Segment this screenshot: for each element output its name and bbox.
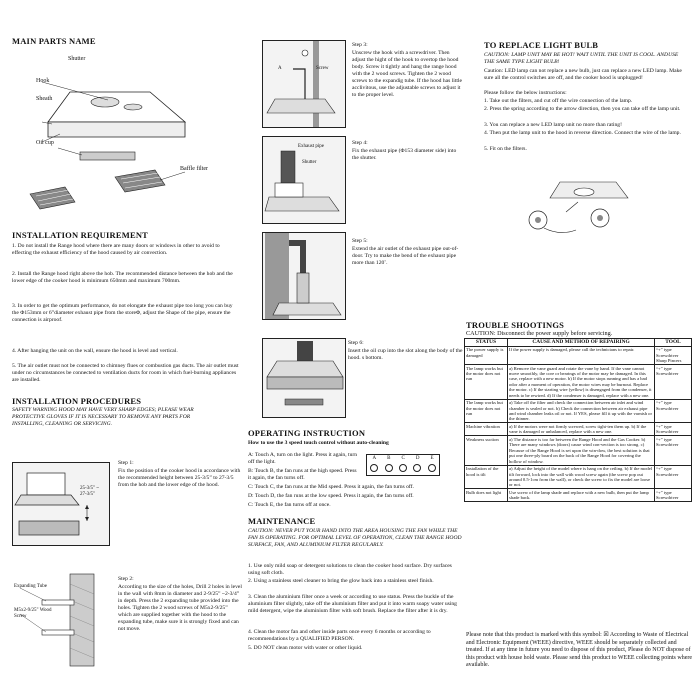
req-1: 1. Do not install the Range hood where there are many doors or windows in other to avoid to effecting the exhaust efficiency of the hood caused by air convection. <box>12 243 220 256</box>
table-row <box>465 365 692 400</box>
control-panel <box>366 454 440 476</box>
req-2: 2. Install the Range hood right above the hob. The recommended distance between the hob and the lower edge of the cooker hood is minimum 650mm and maximum 700mm. <box>12 271 233 284</box>
req-4: 4. After hanging the unit on the wall, ensure the hood is level and vertical. <box>12 348 178 354</box>
maint-5: 5. DO NOT clean motor with water or other liquid. <box>248 645 363 651</box>
maint-4: 4. Clean the motor fan and other inside parts once every 6 months or according to recommendations by a QUALIFIED PERSON. <box>248 629 431 642</box>
row-status: Installation of the hood is tilt <box>465 465 508 489</box>
row-tool: “+” type Screwdriver <box>655 423 692 436</box>
step4-text: Fix the exhaust pipe (Φ153 diameter side) into the shutter. <box>352 148 457 161</box>
step1-text: Fix the position of the cooker hood in accordance with the recommended height between 25-3/5” to 27-3/5 from the hob and the lower edge of the hood. <box>118 468 241 488</box>
step4-title: Step 4: <box>352 140 368 146</box>
step6-text: Insert the oil cup into the slot along the body of the hood. s bottom. <box>348 348 463 361</box>
row-status: The power supply is damaged <box>465 346 508 364</box>
row-status: Weakness suction <box>465 436 508 465</box>
row-status: The lamp works but the motor does not run <box>465 365 508 400</box>
touch-button-b[interactable] <box>385 464 393 472</box>
btn-label-d: D <box>415 456 420 461</box>
a-label: A <box>278 66 282 71</box>
row-tool: “+” type Screwdriver <box>655 436 692 465</box>
step3-title: Step 3: <box>352 42 368 48</box>
bulb-step-5: 5. Fit on the filters. <box>484 146 527 152</box>
bulb-diagram <box>520 172 636 244</box>
table-row <box>465 423 692 436</box>
step6-diagram <box>262 338 346 418</box>
touch-button-c[interactable] <box>399 464 407 472</box>
table-row <box>465 489 692 502</box>
label-oil-cup: Oil cup <box>36 140 54 146</box>
safety-warning: SAFETY WARNING HOOD MAY HAVE VERY SHARP EDGES; PLEASE WEAR PROTECTIVE GLOVES IF IT IS NECESSARY TO REMOVE ANY PARTS FOR INSTALLING, CLEANING OR SERVICING. <box>12 407 194 427</box>
op-d: D: Touch D, the fan runs at the low speed. Press it again, the fan turns off. <box>248 493 414 499</box>
step1-diagram <box>12 462 110 546</box>
exhaust-pipe-label: Exhaust pipe <box>298 144 324 149</box>
btn-label-e: E <box>430 456 434 461</box>
label-baffle-filter: Baffle filter <box>180 166 209 172</box>
step5-diagram <box>262 232 346 320</box>
step5-title: Step 5: <box>352 238 368 244</box>
touch-button-a[interactable] <box>370 464 378 472</box>
row-tool: “+” type Screwdriver <box>655 399 692 423</box>
op-e: C: Touch E, the fan turns off at once. <box>248 502 331 508</box>
btn-label-c: C <box>401 456 405 461</box>
wood-screw-label: M5x2-9/25" Wood Screw <box>14 608 52 620</box>
weee-notice: Please note that this product is marked with this symbol: ☒ According to Waste of Electrical and Electronic Equipment (WEEE) directive, WEEE should be separately collected and treated. If at any time in future you need to dispose of this product, Please do NOT dispose of this product with house hold waste. Please send this product to WEEE collecting points where available. <box>466 632 693 669</box>
row-tool: “+” type Screwdriver Sharp Pincers <box>655 346 692 364</box>
step2-title: Step 2: <box>118 576 134 582</box>
row-cause: a) Remove the vane guard and rotate the vane by hand. If the vane cannot move smoothly, the core or bearings of the motor may be damaged. In this case, replace with a new motor. b) If the motor stops running and has a bad odor after a moment of operation, the motor wires may be burnout. Replace the motor. c) If the starting wire (yellow) is disengaged from the condenser, it needs to be rewired. d) If the condenser is damaged, replace with a new one. <box>508 365 655 400</box>
touch-button-d[interactable] <box>413 464 421 472</box>
maint-3: 3. Clean the aluminium filter once a week or according to use status. Press the buckle of the aluminium filter slightly, take off the aluminium filter and put it into warm soapy water using mild detergent, wipe the aluminium filter with soft brush. Replace the filter after it is dry. <box>248 594 457 614</box>
bulb-text: Caution: LED lamp can not replace a new bulb, just can replace a new LED lamp. Make sure all the control switches are off, and the cooker hood is unplugged! <box>484 68 682 81</box>
row-cause: a) Take off the filter and check the connection between air inlet and wind chamber is sealed or not. b) Check the connection between air exhaust pipe and wind chamber leaks oil or not. If YES, please fill it up with the varnish or the thinner. <box>508 399 655 423</box>
op-a: A: Touch A, turn on the light. Press it again, turn off the light. <box>248 452 358 465</box>
row-tool: “+” type Screwdriver <box>655 489 692 502</box>
table-row <box>465 346 692 364</box>
step1-dimension-label: 25-3/5" ~ 27-3/5" <box>80 486 100 498</box>
trouble-caution: CAUTION: Disconnect the power supply before servicing. <box>466 330 613 337</box>
label-sheath: Sheath <box>36 96 53 102</box>
table-header-row <box>465 339 692 347</box>
operating-title: OPERATING INSTRUCTION <box>248 428 366 438</box>
step6-title: Step 6: <box>348 340 364 346</box>
col-tool-header: TOOL <box>655 339 692 347</box>
bulb-follow: Please follow the below instructions: <box>484 90 567 96</box>
row-cause: If the power supply is damaged, please call the technicians to repair. <box>508 346 655 364</box>
step1-title: Step 1: <box>118 460 134 466</box>
table-row <box>465 436 692 465</box>
row-cause: a) Adjust the height of the model where is hang on the ceiling. b) If the model tilt forward, lock into the wall with wood screw again (the screw pop out around 0.5-1cm from the wall), or check the screw to fix the model are loose or not. <box>508 465 655 489</box>
row-cause: a) The distance is too far between the Range Hood and the Gas Cooker. b) There are many windows (doors) cause wind con-vection is too strong. c) Because of the Range Hood is set upon the win-dow, the best solution is that put one three-ply board on the back of the Range Hood for covering the hollow of window. <box>508 436 655 465</box>
req-3: 3. In order to get the optimum performance, do not elongate the exhaust pipe too long you can buy the Φ153mm or 6”diameter exhaust pipe from the storeΦ, adjust the Shape of the pipe, ensure the connection is airproof. <box>12 303 233 323</box>
bulb-step-1: 1. Take out the filters, and cut off the wire connection of the lamp. <box>484 98 633 104</box>
maint-2: 2. Using a stainless steel cleaner to bring the glow back into a stainless steel finish. <box>248 578 434 584</box>
col-cause-header: CAUSE AND METHOD OF REPAIRING <box>508 339 655 347</box>
trouble-title: TROUBLE SHOOTINGS <box>466 320 565 330</box>
op-c: C: Touch C, the fan runs at the Mid speed. Press it again, the fan turns off. <box>248 484 414 490</box>
row-status: Bulb does not light <box>465 489 508 502</box>
shutter-label: Shutter <box>302 160 317 165</box>
control-button-labels <box>367 456 439 462</box>
bulb-caution: CAUTION: LAMP UNIT MAY BE HOT! WAIT UNTIL THE UNIT IS COOL. ANDUSE THE SAME TYPE LIGHT BULB! <box>484 52 679 65</box>
screw-label: Screw <box>316 66 329 71</box>
row-tool: “+” type Screwdriver <box>655 465 692 489</box>
touch-button-e[interactable] <box>428 464 436 472</box>
table-row <box>465 399 692 423</box>
btn-label-b: B <box>387 456 391 461</box>
label-hook: Hook <box>36 78 50 84</box>
operating-subtitle: How to use the 3 speed touch control without auto-cleaning <box>248 440 389 446</box>
step3-diagram <box>262 40 346 128</box>
install-proc-title: INSTALLATION PROCEDURES <box>12 396 142 406</box>
bulb-title: TO REPLACE LIGHT BULB <box>484 40 599 50</box>
op-b: B: Touch B, the fan runs at the high speed. Press it again, the fan turns off. <box>248 468 357 481</box>
row-status: The lamp works but the motor does not run <box>465 399 508 423</box>
table-row <box>465 465 692 489</box>
req-5: 5. The air outlet must not be connected to chimney flues or combustion gas ducts. The air outlet must under no circumstances be connected to ventilation ducts for room in which fuel-burning appliances are installed. <box>12 363 239 383</box>
row-status: Machine vibration <box>465 423 508 436</box>
step3-text: Unscrew the hook with a screwdriver. Then adjust the hight of the hook to overtop the hood body. Screw it tightly and hang the range hood with the 2 wood screws. Tighten the 2 wood screws to the expandig tube. If the hood has little acclivitous, use the adjustable screws to adjust it to the proper level. <box>352 50 462 98</box>
install-req-title: INSTALLATION REQUIREMENT <box>12 230 149 240</box>
step5-text: Extend the air outlet of the exhaust pipe out-of-door. Try to make the bend of the exhaust pipe more than 120˚. <box>352 246 459 266</box>
maintenance-title: MAINTENANCE <box>248 516 316 526</box>
btn-label-a: A <box>372 456 377 461</box>
main-parts-title: MAIN PARTS NAME <box>12 36 96 46</box>
bulb-step-4: 4. Then put the lamp unit to the hood in reverse direction. Connect the wire of the lamp. <box>484 130 681 136</box>
label-shutter: Shutter <box>68 56 86 62</box>
expanding-tube-label: Expanding Tube <box>14 584 47 589</box>
step2-text: According to the size of the holes, Drill 2 holes in level in the wall with 8mm in diameter and 2-9/25” ~2-3/4” in depth. Press the 2 expanding tube provided into the holes. Tighten the 2 wood screws of M5x2-9/25” which are supplied together with the hood to the expanding tube, make sure it is strongly fixed and can not move. <box>118 584 242 632</box>
bulb-step-3: 3. You can replace a new LED lamp unit no more than rating! <box>484 122 622 128</box>
bulb-step-2: 2. Press the spring according to the arrow direction, then you can take off the lamp unit. <box>484 106 681 112</box>
maintenance-caution: CAUTION: NEVER PUT YOUR HAND INTO THE AREA HOUSING THE FAN WHILE THE FAN IS OPERATING. FOR OPTIMAL LEVEL OF OPERATION, CLEAN THE RANGE HOOD SURFACE, FAN, AND ALUMINIUM FILTER REGULARLY. <box>248 528 462 548</box>
row-cause: Use screw of the lamp shade and replace with a new bulb, then put the lamp shade back. <box>508 489 655 502</box>
maint-1: 1. Use only mild soap or detergent solutions to clean the cooker hood surface. Dry surfaces using soft cloth. <box>248 563 452 576</box>
trouble-table <box>464 338 692 502</box>
row-cause: a) If the motors were not firmly screwed, screw tight-ten them up. b) If the vane is damaged or unbalanced, replace with a new one. <box>508 423 655 436</box>
row-tool: “+” type Screwdriver <box>655 365 692 400</box>
col-status-header: STATUS <box>465 339 508 347</box>
